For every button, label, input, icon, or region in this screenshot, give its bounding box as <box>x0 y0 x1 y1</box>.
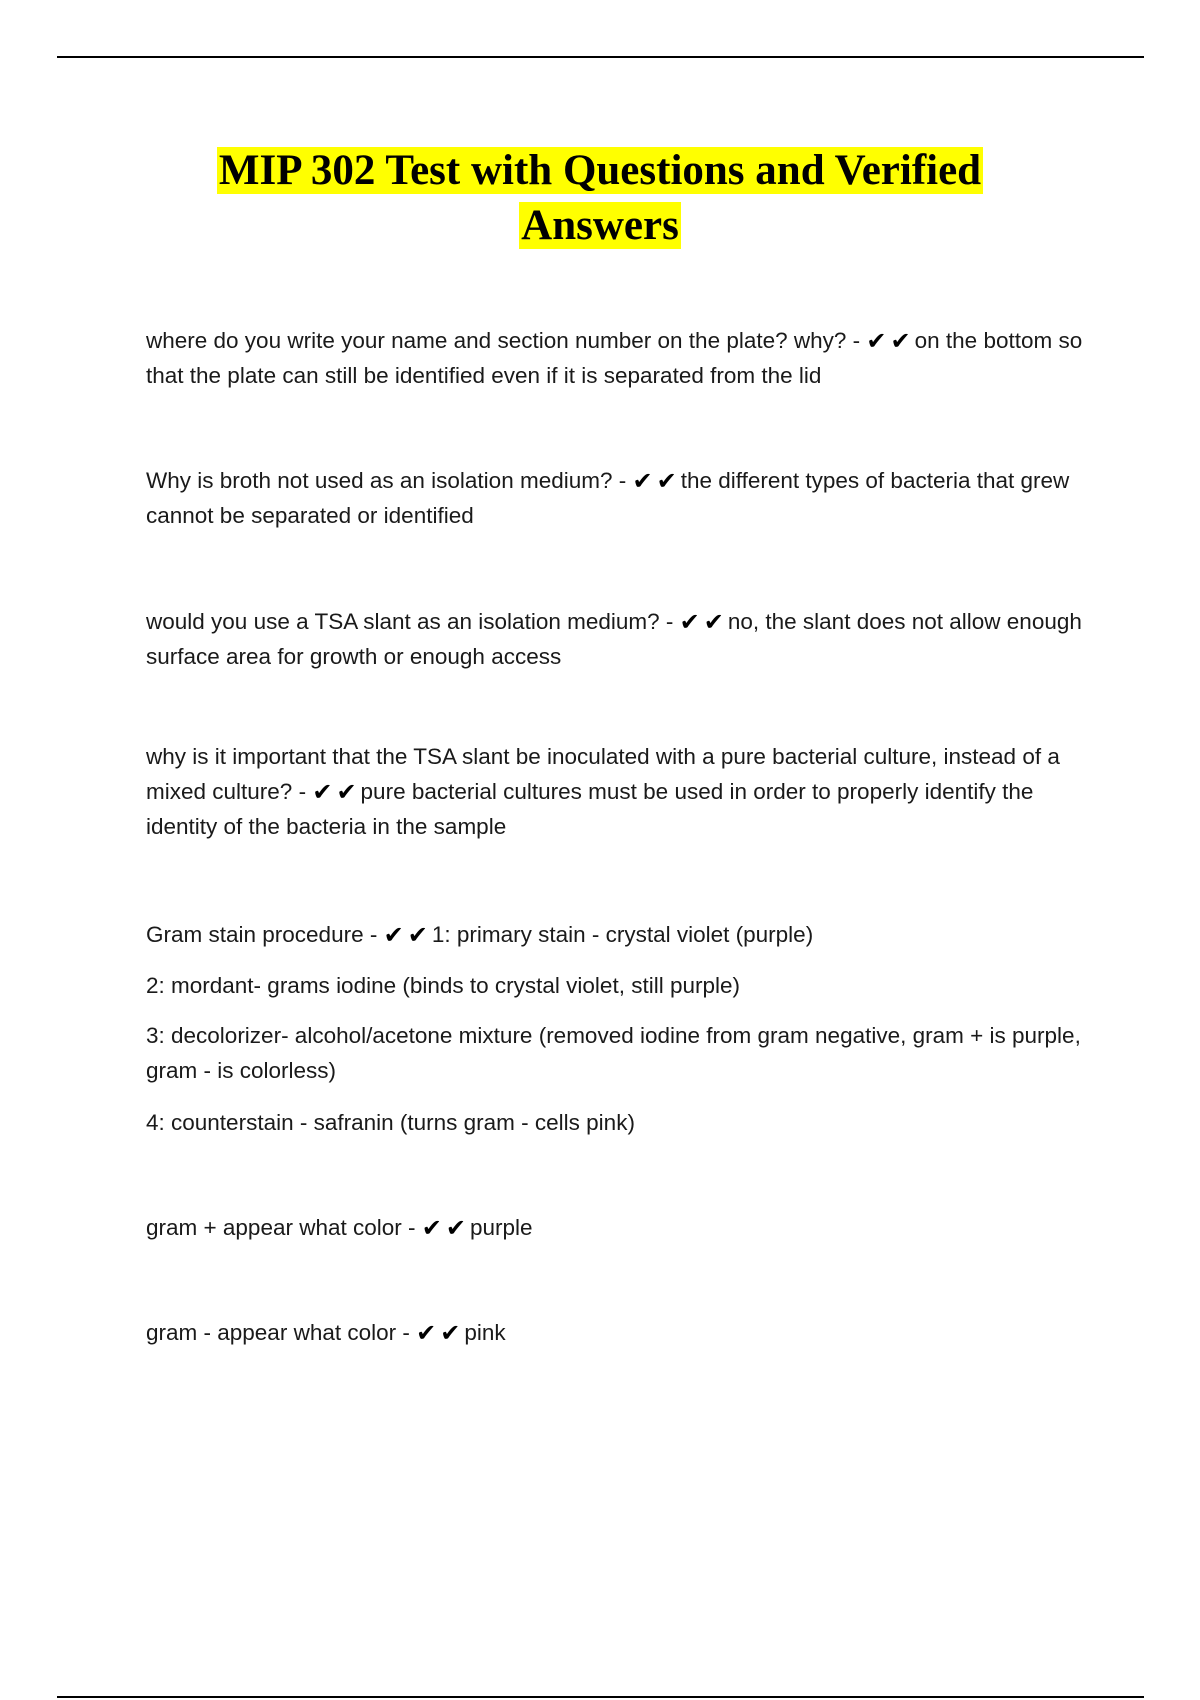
check-icon: ✔ <box>440 1319 461 1347</box>
check-icon: ✔ <box>703 608 724 636</box>
check-icon: ✔ <box>866 327 887 355</box>
qa-item-3 <box>146 604 1086 674</box>
qa-item-4 <box>146 739 1086 844</box>
check-icon: ✔ <box>407 921 428 949</box>
answer-text: pure bacterial cultures must be used in order to properly identify the identity of the bacteria in the sample <box>146 779 1034 839</box>
separator: - <box>846 328 867 353</box>
check-icon: ✔ <box>679 608 700 636</box>
answer-text: on the bottom so that the plate can still be identified even if it is separated from the lid <box>146 328 1083 388</box>
question-text: why is it important that the TSA slant be inoculated with a pure bacterial culture, instead of a mixed culture? <box>146 744 1060 804</box>
check-icon: ✔ <box>383 921 404 949</box>
separator: - <box>401 1215 422 1240</box>
qa-item-1 <box>146 323 1086 393</box>
qa-item-5 <box>146 917 1086 952</box>
separator: - <box>612 468 633 493</box>
separator: - <box>292 779 313 804</box>
gram-step-2: 2: mordant- grams iodine (binds to crystal violet, still purple) <box>146 973 740 998</box>
qa-item-7 <box>146 1315 1086 1350</box>
top-rule <box>57 56 1144 58</box>
question-text: Why is broth not used as an isolation medium? <box>146 468 613 493</box>
separator: - <box>396 1320 417 1345</box>
title-line-2: Answers <box>521 202 679 249</box>
answer-text: purple <box>469 1215 533 1240</box>
question-text: would you use a TSA slant as an isolation medium? <box>146 609 660 634</box>
check-icon: ✔ <box>421 1214 442 1242</box>
check-icon: ✔ <box>336 778 357 806</box>
title-line-1: MIP 302 Test with Questions and Verified <box>218 147 982 194</box>
answer-text: the different types of bacteria that grew cannot be separated or identified <box>146 468 1070 528</box>
answer-text: no, the slant does not allow enough surface area for growth or enough access <box>146 609 1082 669</box>
qa-item-6 <box>146 1210 1086 1245</box>
gram-step-3: 3: decolorizer- alcohol/acetone mixture (removed iodine from gram negative, gram + is purple, gram - is colorless) <box>146 1023 1081 1083</box>
separator: - <box>363 922 384 947</box>
answer-text: pink <box>464 1320 506 1345</box>
question-text: gram + appear what color <box>146 1215 402 1240</box>
check-icon: ✔ <box>312 778 333 806</box>
document-title <box>100 143 1100 253</box>
question-text: gram - appear what color <box>146 1320 397 1345</box>
bottom-rule <box>57 1696 1144 1698</box>
separator: - <box>659 609 680 634</box>
check-icon: ✔ <box>656 467 677 495</box>
qa-item-2 <box>146 463 1086 533</box>
question-text: Gram stain procedure <box>146 922 364 947</box>
check-icon: ✔ <box>632 467 653 495</box>
question-text: where do you write your name and section number on the plate? why? <box>146 328 847 353</box>
gram-step-4: 4: counterstain - safranin (turns gram - cells pink) <box>146 1110 635 1135</box>
answer-text: 1: primary stain - crystal violet (purple) <box>431 922 814 947</box>
check-icon: ✔ <box>416 1319 437 1347</box>
check-icon: ✔ <box>890 327 911 355</box>
check-icon: ✔ <box>445 1214 466 1242</box>
